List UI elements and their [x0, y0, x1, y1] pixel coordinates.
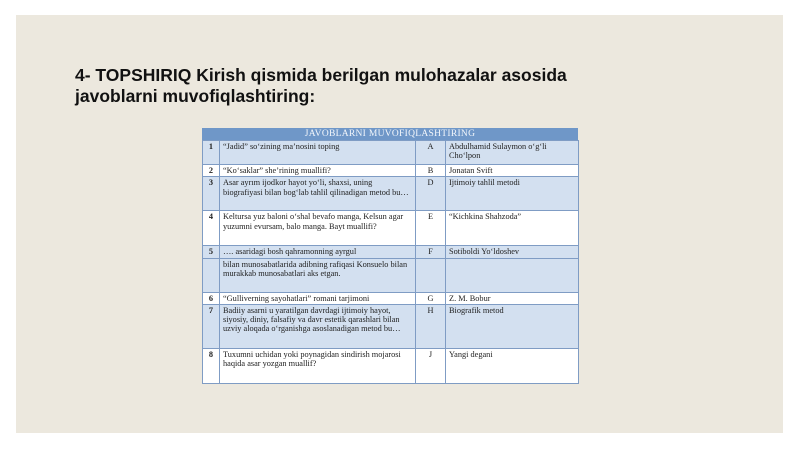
row-number: 8	[203, 348, 220, 383]
question-cell: “Gulliverning sayohatlari” romani tarjimoni	[220, 292, 416, 304]
answer-cell: Abdulhamid Sulaymon o‘g‘li Cho‘lpon	[446, 141, 579, 165]
answer-letter: E	[416, 211, 446, 246]
answer-letter: G	[416, 292, 446, 304]
table-row	[203, 258, 579, 292]
answer-cell: Jonatan Svift	[446, 165, 579, 177]
answer-cell: Biografik metod	[446, 304, 579, 348]
question-cell: bilan munosabatlarida adibning rafiqasi Konsuelo bilan murakkab munosabatlari aks etgan.	[220, 258, 416, 292]
row-number: 5	[203, 246, 220, 258]
table-row	[203, 165, 579, 177]
answer-cell: Yangi degani	[446, 348, 579, 383]
matching-table	[202, 128, 578, 384]
answer-letter: F	[416, 246, 446, 258]
question-cell: Badiiy asarni u yaratilgan davrdagi ijtimoiy hayot, siyosiy, diniy, falsafiy va davr estetik qarashlari bilan uzviy aloqada o‘rganishga asoslanadigan metod bu…	[220, 304, 416, 348]
task-heading	[75, 65, 715, 107]
table-row	[203, 246, 579, 258]
answer-cell: “Kichkina Shahzoda”	[446, 211, 579, 246]
table-row	[203, 348, 579, 383]
row-number: 7	[203, 304, 220, 348]
question-cell: Tuxumni uchidan yoki poynagidan sindirish mojarosi haqida asar yozgan muallif?	[220, 348, 416, 383]
answer-cell	[446, 258, 579, 292]
answer-cell: Sotiboldi Yo‘ldoshev	[446, 246, 579, 258]
answer-letter: D	[416, 177, 446, 211]
task-heading-line-2: javoblarni muvofiqlashtiring:	[75, 86, 316, 106]
table-row	[203, 304, 579, 348]
matching-grid	[202, 140, 579, 384]
answer-cell: Ijtimoiy tahlil metodi	[446, 177, 579, 211]
row-number: 3	[203, 177, 220, 211]
row-number: 4	[203, 211, 220, 246]
row-number: 2	[203, 165, 220, 177]
table-row	[203, 177, 579, 211]
answer-letter: B	[416, 165, 446, 177]
question-cell: …. asaridagi bosh qahramonning ayrgul	[220, 246, 416, 258]
answer-letter: J	[416, 348, 446, 383]
table-row	[203, 211, 579, 246]
answer-letter	[416, 258, 446, 292]
question-cell: “Ko‘saklar” she’rining muallifi?	[220, 165, 416, 177]
table-row	[203, 141, 579, 165]
answer-letter: H	[416, 304, 446, 348]
task-heading-line-1: 4- TOPSHIRIQ Kirish qismida berilgan mulohazalar asosida	[75, 65, 567, 85]
question-cell: Keltursa yuz baloni o‘shal bevafo manga, Kelsun agar yuzumni evursam, balo manga. Bayt muallifi?	[220, 211, 416, 246]
answer-letter: A	[416, 141, 446, 165]
row-number: 6	[203, 292, 220, 304]
question-cell: Asar ayrım ijodkor hayot yo‘li, shaxsi, uning biografiyasi bilan bog‘lab tahlil qilinadigan metod bu…	[220, 177, 416, 211]
answer-cell: Z. M. Bobur	[446, 292, 579, 304]
table-row	[203, 292, 579, 304]
row-number	[203, 258, 220, 292]
question-cell: “Jadid” so‘zining ma’nosini toping	[220, 141, 416, 165]
row-number: 1	[203, 141, 220, 165]
table-title: JAVOBLARNI MUVOFIQLASHTIRING	[202, 128, 578, 140]
